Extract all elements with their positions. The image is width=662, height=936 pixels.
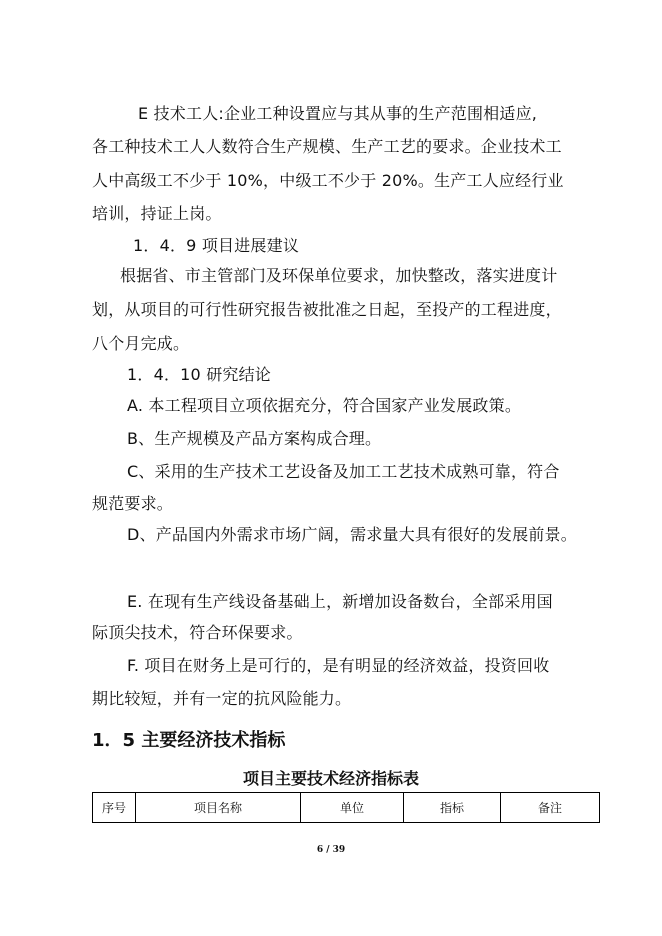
- paragraph-line: 际顶尖技术，符合环保要求。: [92, 623, 303, 642]
- paragraph-line: 期比较短，并有一定的抗风险能力。: [92, 689, 352, 708]
- header-cell-index: 序号: [93, 793, 136, 823]
- conclusion-item: C、采用的生产技术工艺设备及加工工艺技术成熟可靠，符合: [127, 462, 560, 481]
- conclusion-item: B、生产规模及产品方案构成合理。: [127, 429, 382, 448]
- conclusion-item: F. 项目在财务上是可行的，是有明显的经济效益，投资回收: [127, 656, 550, 675]
- header-cell-item-name: 项目名称: [136, 793, 301, 823]
- conclusion-item: A. 本工程项目立项依据充分，符合国家产业发展政策。: [127, 396, 522, 415]
- paragraph-line: 根据省、市主管部门及环保单位要求，加快整改，落实进度计: [120, 266, 558, 285]
- indicator-table: [92, 792, 600, 823]
- header-cell-indicator: 指标: [404, 793, 501, 823]
- subheading: 1．4．10 研究结论: [127, 365, 272, 384]
- subheading: 1．4．9 项目进展建议: [133, 236, 300, 255]
- table-header-row: [93, 793, 600, 823]
- paragraph-line: E 技术工人:企业工种设置应与其从事的生产范围相适应,: [138, 104, 538, 123]
- paragraph-line: 八个月完成。: [92, 334, 190, 353]
- paragraph-line: 各工种技术工人人数符合生产规模、生产工艺的要求。企业技术工: [92, 137, 562, 156]
- conclusion-item: E. 在现有生产线设备基础上，新增加设备数台，全部采用国: [127, 592, 553, 611]
- conclusion-item: D、产品国内外需求市场广阔，需求量大具有很好的发展前景。: [127, 525, 577, 544]
- paragraph-line: 人中高级工不少于 10%，中级工不少于 20%。生产工人应经行业: [92, 171, 564, 190]
- header-cell-unit: 单位: [301, 793, 404, 823]
- paragraph-line: 培训，持证上岗。: [92, 204, 222, 223]
- header-cell-remarks: 备注: [501, 793, 600, 823]
- page-number: 6 / 39: [316, 845, 346, 855]
- table-caption: 项目主要技术经济指标表: [242, 769, 419, 788]
- section-heading: 1．5 主要经济技术指标: [92, 730, 286, 751]
- paragraph-line: 划，从项目的可行性研究报告被批准之日起，至投产的工程进度，: [92, 300, 562, 319]
- paragraph-line: 规范要求。: [92, 494, 174, 513]
